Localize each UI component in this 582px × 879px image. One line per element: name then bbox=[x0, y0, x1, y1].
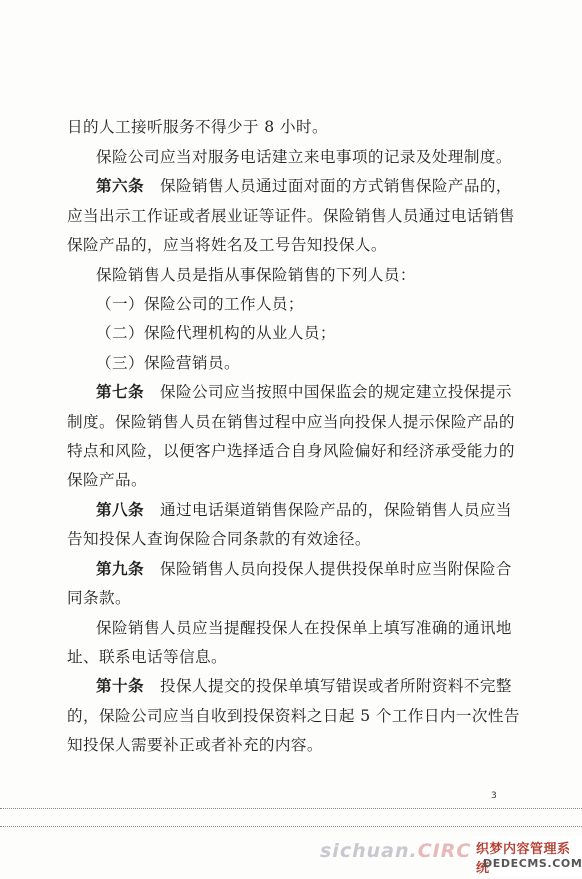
article-10-heading: 第十条 bbox=[96, 676, 144, 695]
text-line-18: 保险销售人员应当提醒投保人在投保单上填写准确的通讯地 bbox=[96, 619, 512, 637]
text-line-11: 制度。保险销售人员在销售过程中应当向投保人提示保险产品的 bbox=[67, 413, 515, 431]
article-8-line-1: 第八条 通过电话渠道销售保险产品的，保险销售人员应当 bbox=[96, 500, 512, 519]
article-6-line-1: 第六条 保险销售人员通过面对面的方式销售保险产品的， bbox=[96, 176, 512, 195]
article-6-heading: 第六条 bbox=[96, 176, 144, 195]
scan-divider-top bbox=[0, 808, 582, 809]
watermark-site: sichuan.CIRC bbox=[320, 840, 472, 862]
text-line-22: 知投保人需要补正或者补充的内容。 bbox=[67, 736, 323, 754]
text-line-19: 址、联系电话等信息。 bbox=[67, 648, 227, 666]
text-line-2: 保险公司应当对服务电话建立来电事项的记录及处理制度。 bbox=[96, 148, 512, 166]
watermark-cn: 织梦内容管理系统 bbox=[476, 842, 571, 876]
article-7-heading: 第七条 bbox=[96, 382, 144, 401]
page-number: 3 bbox=[491, 791, 497, 801]
article-10-line-1: 第十条 投保人提交的投保单填写错误或者所附资料不完整 bbox=[96, 676, 512, 695]
text-line-15: 告知投保人查询保险合同条款的有效途径。 bbox=[67, 530, 371, 548]
text-line-4: 应当出示工作证或者展业证等证件。保险销售人员通过电话销售 bbox=[67, 207, 515, 225]
text-line-17: 同条款。 bbox=[67, 589, 131, 607]
text-line-13: 保险产品。 bbox=[67, 471, 147, 489]
article-7-line-1: 第七条 保险公司应当按照中国保监会的规定建立投保提示 bbox=[96, 382, 512, 401]
article-8-heading: 第八条 bbox=[96, 500, 144, 519]
watermark-en: DEDECMS.COM bbox=[483, 857, 582, 870]
text-line-1: 日的人工接听服务不得少于 8 小时。 bbox=[67, 118, 328, 136]
article-9-line-1: 第九条 保险销售人员向投保人提供投保单时应当附保险合 bbox=[96, 559, 512, 578]
scan-divider-bottom bbox=[0, 826, 582, 827]
list-item-2: （二）保险代理机构的从业人员； bbox=[96, 324, 336, 342]
text-line-5: 保险产品的，应当将姓名及工号告知投保人。 bbox=[67, 236, 387, 254]
text-line-21: 的，保险公司应当自收到投保资料之日起 5 个工作日内一次性告 bbox=[67, 707, 520, 725]
text-line-12: 特点和风险，以便客户选择适合自身风险偏好和经济承受能力的 bbox=[67, 442, 515, 460]
list-item-1: （一）保险公司的工作人员； bbox=[96, 295, 304, 313]
text-line-6: 保险销售人员是指从事保险销售的下列人员： bbox=[96, 266, 416, 284]
list-item-3: （三）保险营销员。 bbox=[96, 354, 240, 372]
article-9-heading: 第九条 bbox=[96, 559, 144, 578]
